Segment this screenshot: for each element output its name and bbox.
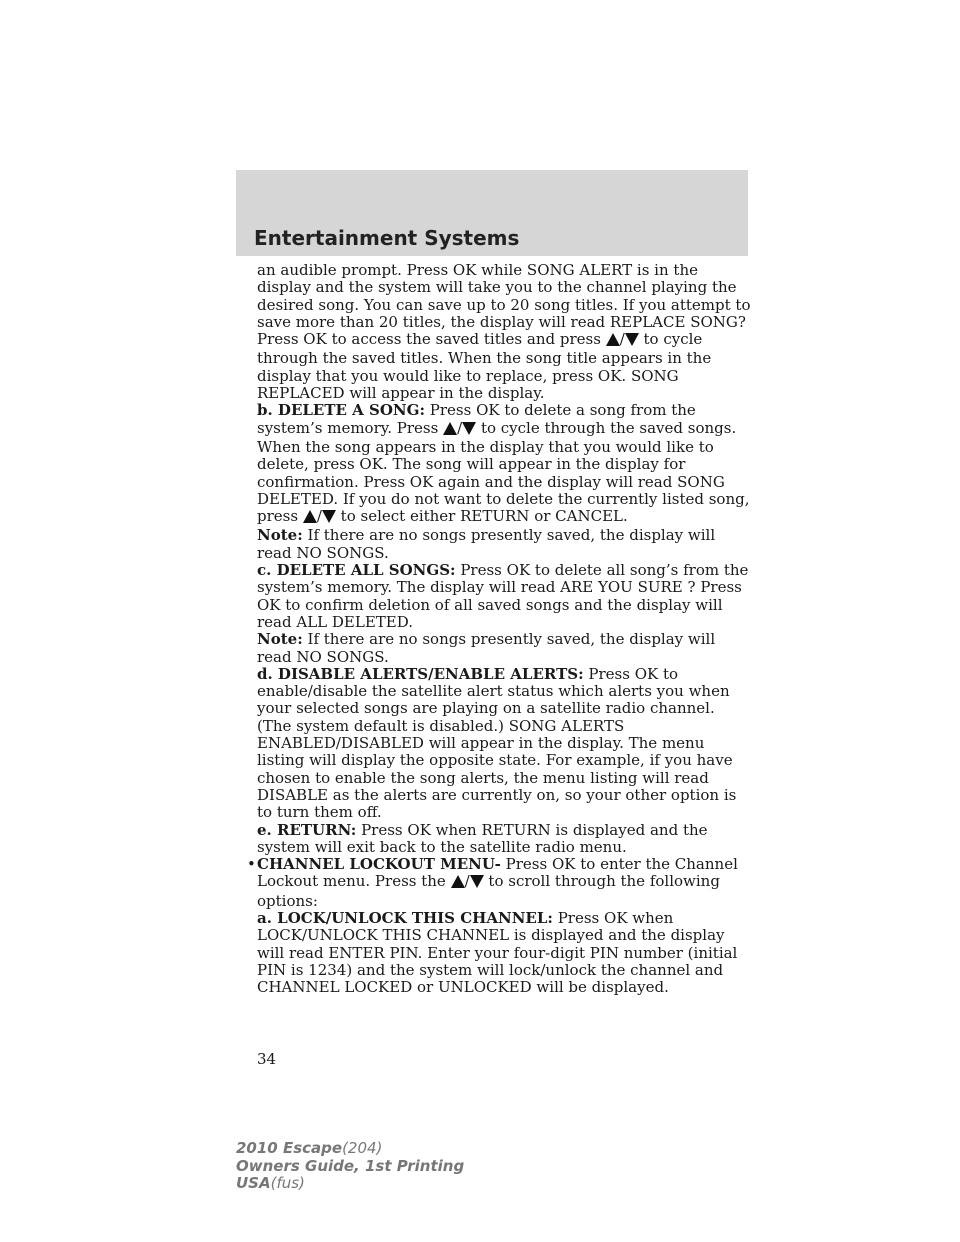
- arrow-separator: /: [316, 507, 322, 526]
- bullet-dot: •: [247, 855, 256, 874]
- footer-line-model: 2010 Escape(204): [236, 1139, 383, 1157]
- down-arrow-icon: [625, 333, 639, 350]
- note-label: Note:: [257, 630, 303, 649]
- section-title: Entertainment Systems: [254, 226, 520, 250]
- note-label: Note:: [257, 526, 303, 545]
- down-arrow-icon: [322, 510, 336, 527]
- footer-imprint: [236, 1140, 464, 1193]
- item-label: b. DELETE A SONG:: [257, 401, 425, 420]
- paragraph-song-alert: an audible prompt. Press OK while SONG ALERT is in the display and the system will take you to the channel playing the desired song. You can save up to 20 song titles. If you attempt to save more than 20 titles, the display will read REPLACE SONG? Press OK to access the saved titles and press / to cycle through the saved titles. When the song title appears in the display that you would like to replace, press OK. SONG REPLACED will appear in the display.: [257, 261, 751, 403]
- paragraph-delete-song: b. DELETE A SONG: Press OK to delete a song from the system’s memory. Press / to cycle through the saved songs. When the song appears in the display that you would like to delete, press OK. The song will appear in the display for confirmation. Press OK again and the display will read SONG DELETED. If you do not want to delete the currently listed song, press / to select either RETURN or CANCEL.: [257, 402, 752, 527]
- item-label: a. LOCK/UNLOCK THIS CHANNEL:: [257, 908, 553, 927]
- arrow-separator: /: [457, 418, 463, 437]
- footer-line-guide: Owners Guide, 1st Printing: [236, 1156, 465, 1175]
- arrow-separator: /: [619, 330, 625, 349]
- section-header-band: [236, 170, 748, 256]
- paragraph-return: e. RETURN: Press OK when RETURN is displayed and the system will exit back to the satellite radio menu.: [257, 820, 708, 856]
- up-arrow-icon: [606, 333, 620, 350]
- paragraph-delete-all-songs: c. DELETE ALL SONGS: Press OK to delete all song’s from the system’s memory. The display will read ARE YOU SURE ? Press OK to confirm deletion of all saved songs and the display will read ALL DELETED.: [257, 561, 749, 631]
- up-arrow-icon: [443, 422, 457, 439]
- item-label: d. DISABLE ALERTS/ENABLE ALERTS:: [257, 664, 584, 683]
- up-arrow-icon: [303, 510, 317, 527]
- page-number: 34: [257, 1050, 277, 1068]
- item-label: e. RETURN:: [257, 820, 357, 839]
- item-label: CHANNEL LOCKOUT MENU-: [257, 855, 501, 874]
- up-arrow-icon: [451, 875, 465, 892]
- bullet-channel-lockout: • CHANNEL LOCKOUT MENU- Press OK to enter the Channel Lockout menu. Press the / to scroll through the following options:: [247, 855, 738, 910]
- item-label: c. DELETE ALL SONGS:: [257, 561, 456, 580]
- paragraph-alerts: d. DISABLE ALERTS/ENABLE ALERTS: Press OK to enable/disable the satellite alert status which alerts you when your selected songs are playing on a satellite radio channel. (The system default is disabled.) SONG ALERTS ENABLED/DISABLED will appear in the display. The menu listing will display the opposite state. For example, if you have chosen to enable the song alerts, the menu listing will read DISABLE as the alerts are currently on, so your other option is to turn them off.: [257, 664, 737, 822]
- note-no-songs: Note: If there are no songs presently saved, the display will read NO SONGS.: [257, 630, 716, 666]
- arrow-separator: /: [464, 872, 470, 891]
- paragraph-lock-channel: a. LOCK/UNLOCK THIS CHANNEL: Press OK when LOCK/UNLOCK THIS CHANNEL is displayed and the display will read ENTER PIN. Enter your four-digit PIN number (initial PIN is 1234) and the system will lock/unlock the channel and CHANNEL LOCKED or UNLOCKED will be displayed.: [257, 908, 738, 997]
- down-arrow-icon: [462, 422, 476, 439]
- page-body: [247, 261, 752, 997]
- footer-line-region: USA(fus): [236, 1174, 305, 1192]
- down-arrow-icon: [470, 875, 484, 892]
- note-no-songs: Note: If there are no songs presently saved, the display will read NO SONGS.: [257, 526, 716, 562]
